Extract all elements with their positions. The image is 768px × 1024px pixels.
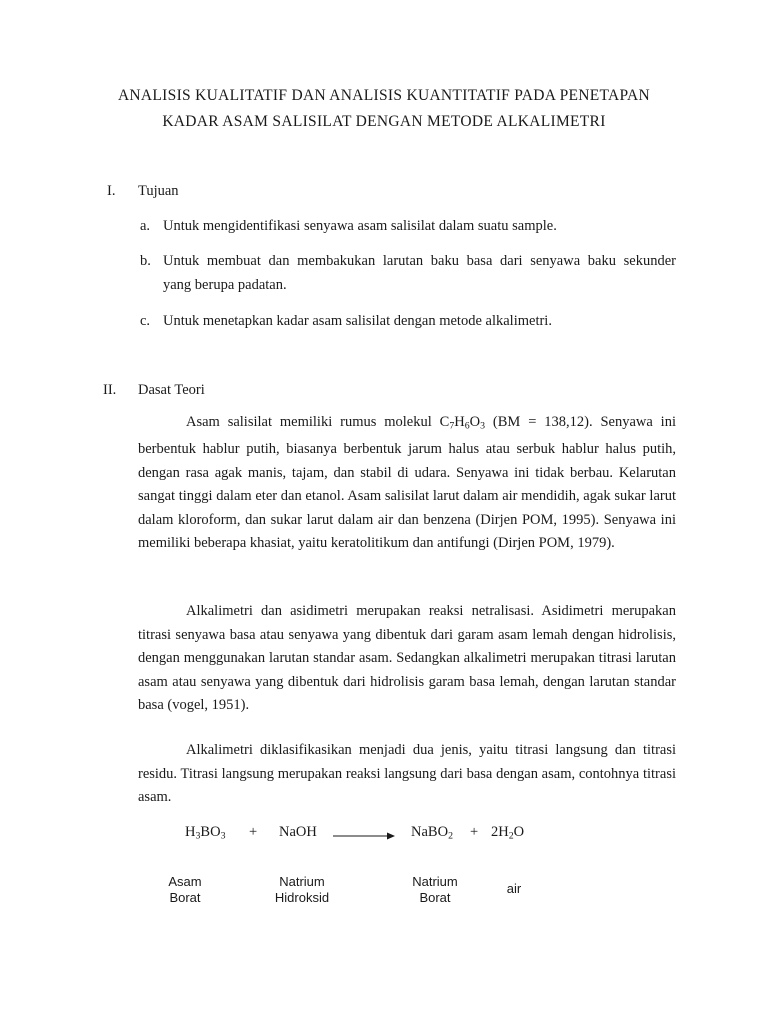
paragraph-1-start: Asam salisilat memiliki rumus molekul C bbox=[186, 414, 450, 430]
section-2-numeral: II. bbox=[103, 382, 117, 398]
plus-sign-2: + bbox=[470, 824, 479, 840]
reactant-boric-acid: $H_3BO_3$ bbox=[185, 824, 226, 842]
label-air: air bbox=[506, 881, 522, 896]
paragraph-asam-salisilat bbox=[138, 411, 676, 556]
document-title-line-2: KADAR ASAM SALISILAT DENGAN METODE ALKALIMETRI bbox=[162, 113, 606, 130]
subscript-6: 6 bbox=[464, 420, 470, 432]
section-1-heading: Tujuan bbox=[138, 183, 179, 199]
subscript-7: 7 bbox=[449, 420, 455, 432]
label-natrium-hidroksid: Natrium Hidroksid bbox=[274, 874, 330, 905]
document-title-line-1: ANALISIS KUALITATIF DAN ANALISIS KUANTITATIF PADA PENETAPAN bbox=[117, 87, 651, 104]
subscript-3: 3 bbox=[480, 420, 486, 432]
product-water: $2H_2O$ bbox=[491, 824, 525, 842]
formula-h: H bbox=[454, 414, 465, 430]
list-item-a: Untuk mengidentifikasi senyawa asam salisilat dalam suatu sample. bbox=[163, 218, 557, 234]
product-sodium-borate: NaBO$_2$ bbox=[411, 824, 453, 842]
formula-o: O bbox=[469, 414, 481, 430]
paragraph-klasifikasi: Alkalimetri diklasifikasikan menjadi dua jenis, yaitu titrasi langsung dan titrasi residu. Titrasi langsung merupakan reaksi langsung dari basa dengan asam, contohnya titrasi asam. bbox=[138, 742, 676, 806]
list-item-b-continued: yang berupa padatan. bbox=[163, 277, 287, 293]
reactant-naoh: NaOH bbox=[279, 824, 317, 840]
label-asam-borat: Asam Borat bbox=[168, 874, 202, 904]
paragraph-1-rest: (BM = 138,12). Senyawa ini berbentuk hablur putih, biasanya berbentuk jarum halus atau serbuk hablur halus putih, dengan rasa agak manis, tajam, dan stabil di udara. Senyawa ini tidak berbau. Kelarutan sangat tinggi dalam eter dan etanol. Asam salisilat larut dalam air mendidih, agak sukar larut dalam kloroform, dan sukar larut dalam air dan benzena (Dirjen POM, 1995). Senyawa ini memiliki beberapa khasiat, yaitu keratolitikum dan antifungi (Dirjen POM, 1979). bbox=[138, 414, 676, 552]
plus-sign-1: + bbox=[249, 824, 258, 840]
section-2-heading: Dasat Teori bbox=[138, 382, 205, 398]
label-natrium-borat: Natrium Borat bbox=[412, 874, 458, 905]
list-item-b: Untuk membuat dan membakukan larutan baku basa dari senyawa baku sekunder bbox=[163, 253, 676, 269]
paragraph-alkalimetri: Alkalimetri dan asidimetri merupakan reaksi netralisasi. Asidimetri merupakan titrasi senyawa basa atau senyawa yang dibentuk dari garam asam lemah dengan hidrolisis, dengan menggunakan larutan standar asam. Sedangkan alkalimetri merupakan titrasi larutan asam atau senyawa yang dibentuk dari hidrolisis garam basa lemah, dengan larutan standar basa (vogel, 1951). bbox=[138, 603, 676, 714]
reaction-arrow-icon bbox=[333, 831, 395, 841]
list-marker-a: a. bbox=[140, 218, 151, 234]
section-1-numeral: I. bbox=[107, 183, 116, 199]
list-marker-c: c. bbox=[140, 313, 151, 329]
list-item-c: Untuk menetapkan kadar asam salisilat dengan metode alkalimetri. bbox=[163, 313, 552, 329]
list-marker-b: b. bbox=[140, 253, 151, 269]
